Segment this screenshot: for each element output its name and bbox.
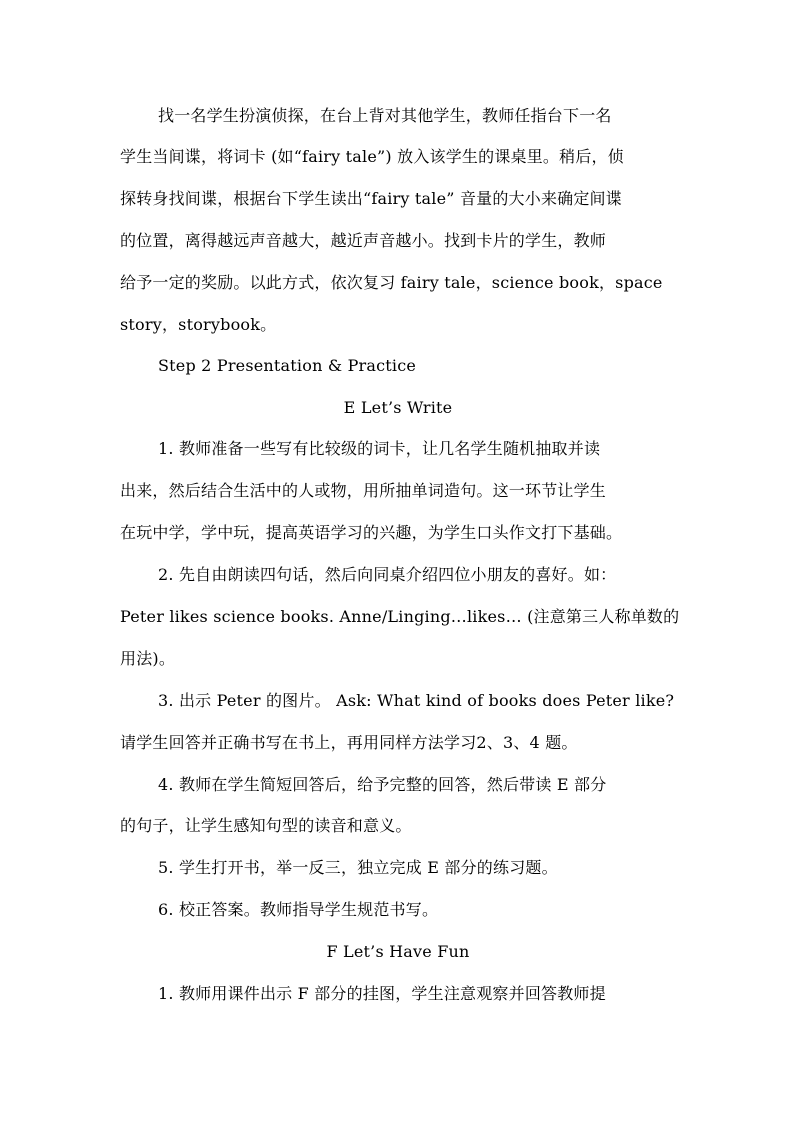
paragraph-line: story，storybook。: [120, 315, 277, 334]
paragraph-line: 找一名学生扮演侦探，在台上背对其他学生，教师任指台下一名: [158, 106, 612, 125]
list-item-4-line: 的句子，让学生感知句型的读音和意义。: [120, 816, 412, 835]
list-item-1-line: 1. 教师准备一些写有比较级的词卡，让几名学生随机抽取并读: [158, 439, 601, 458]
step-heading: Step 2 Presentation & Practice: [158, 356, 417, 375]
list-item-5-line: 5. 学生打开书，举一反三，独立完成 E 部分的练习题。: [158, 858, 558, 877]
paragraph-line: 探转身找间谍，根据台下学生读出“fairy tale” 音量的大小来确定间谍: [120, 189, 622, 208]
list-item-f1-line: 1. 教师用课件出示 F 部分的挂图，学生注意观察并回答教师提: [158, 984, 606, 1003]
section-heading-f: F Let’s Have Fun: [326, 942, 470, 961]
list-item-2-line: 用法)。: [120, 649, 176, 668]
list-item-6-line: 6. 校正答案。教师指导学生规范书写。: [158, 900, 439, 919]
section-heading-e: E Let’s Write: [343, 398, 453, 417]
list-item-2-line: Peter likes science books. Anne/Linging…likes… (注意第三人称单数的: [120, 607, 680, 626]
list-item-1-line: 在玩中学，学中玩，提高英语学习的兴趣，为学生口头作文打下基础。: [120, 523, 623, 542]
paragraph-line: 的位置，离得越远声音越大，越近声音越小。找到卡片的学生，教师: [120, 231, 607, 250]
paragraph-line: 给予一定的奖励。以此方式，依次复习 fairy tale，science book，space: [120, 273, 663, 292]
list-item-3-line: 3. 出示 Peter 的图片。 Ask: What kind of books does Peter like?: [158, 691, 675, 710]
list-item-3-line: 请学生回答并正确书写在书上，再用同样方法学习2、3、4 题。: [120, 733, 578, 752]
list-item-2-line: 2. 先自由朗读四句话，然后向同桌介绍四位小朋友的喜好。如：: [158, 565, 617, 584]
list-item-1-line: 出来，然后结合生活中的人或物，用所抽单词造句。这一环节让学生: [120, 481, 607, 500]
paragraph-line: 学生当间谍，将词卡 (如“fairy tale”) 放入该学生的课桌里。稍后，侦: [120, 147, 624, 166]
list-item-4-line: 4. 教师在学生简短回答后，给予完整的回答，然后带读 E 部分: [158, 775, 607, 794]
